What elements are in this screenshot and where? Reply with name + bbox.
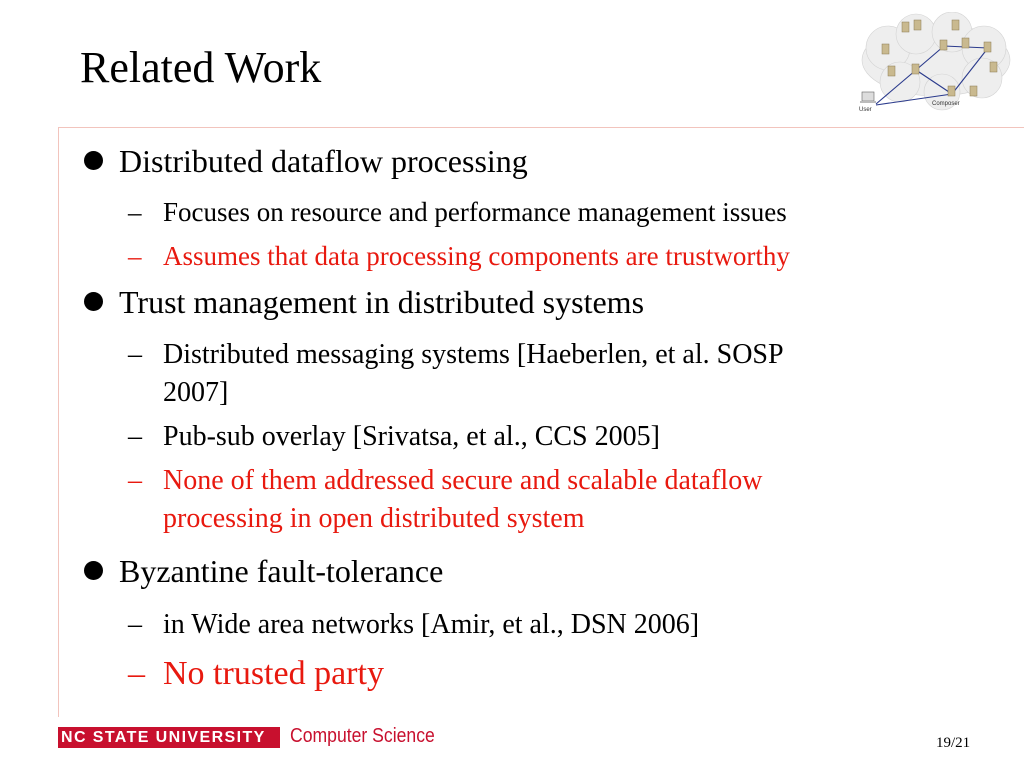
dash-marker: – bbox=[128, 339, 142, 370]
bullet-item bbox=[84, 144, 528, 179]
content-divider-vertical bbox=[58, 127, 59, 717]
bullet-text: Distributed dataflow processing bbox=[119, 143, 528, 179]
cloud-shape bbox=[862, 12, 1010, 110]
sub-bullet-text: Focuses on resource and performance management issues bbox=[163, 197, 787, 227]
diagram-user-label: User bbox=[859, 107, 872, 113]
bullet-dot-icon bbox=[84, 151, 103, 170]
sub-bullet-item bbox=[128, 193, 787, 231]
sub-bullet-item bbox=[128, 237, 790, 275]
sub-bullet-text: Pub-sub overlay [Srivatsa, et al., CCS 2005] bbox=[163, 421, 660, 452]
sub-bullet-text: in Wide area networks [Amir, et al., DSN 2006] bbox=[163, 609, 700, 640]
dash-marker: – bbox=[128, 465, 142, 496]
content-divider-horizontal bbox=[58, 127, 1024, 128]
user-computer-icon bbox=[860, 92, 876, 103]
dash-marker: – bbox=[128, 655, 145, 692]
sub-bullet-text: No trusted party bbox=[163, 655, 384, 692]
diagram-composer-label: Composer bbox=[932, 101, 960, 107]
bullet-dot-icon bbox=[84, 292, 103, 311]
ncsu-logo: NC STATE UNIVERSITY bbox=[58, 727, 280, 748]
page-number: 19/21 bbox=[936, 735, 971, 751]
sub-bullet-text-line: None of them addressed secure and scalable dataflow bbox=[163, 465, 763, 496]
department-name: Computer Science bbox=[290, 725, 435, 747]
dash-marker: – bbox=[128, 609, 142, 640]
bullet-item bbox=[84, 554, 443, 589]
slide-title: Related Work bbox=[80, 43, 322, 92]
bullet-item bbox=[84, 285, 644, 320]
sub-bullet-text-line: processing in open distributed system bbox=[163, 503, 585, 534]
dash-marker: – bbox=[128, 241, 142, 271]
sub-bullet-item bbox=[128, 606, 699, 644]
bullet-dot-icon bbox=[84, 561, 103, 580]
sub-bullet-text-line: Distributed messaging systems [Haeberlen, et al. SOSP bbox=[163, 339, 784, 370]
bullet-text: Byzantine fault-tolerance bbox=[119, 553, 444, 589]
bullet-text: Trust management in distributed systems bbox=[119, 284, 645, 320]
dash-marker: – bbox=[128, 197, 142, 227]
sub-bullet-text: Assumes that data processing components are trustworthy bbox=[163, 241, 790, 271]
sub-bullet-item bbox=[128, 336, 784, 412]
sub-bullet-item bbox=[128, 654, 384, 694]
dataflow-network-diagram bbox=[852, 12, 1016, 114]
sub-bullet-text-line: 2007] bbox=[163, 377, 229, 408]
sub-bullet-item bbox=[128, 418, 660, 456]
sub-bullet-item bbox=[128, 462, 762, 538]
dash-marker: – bbox=[128, 421, 142, 452]
